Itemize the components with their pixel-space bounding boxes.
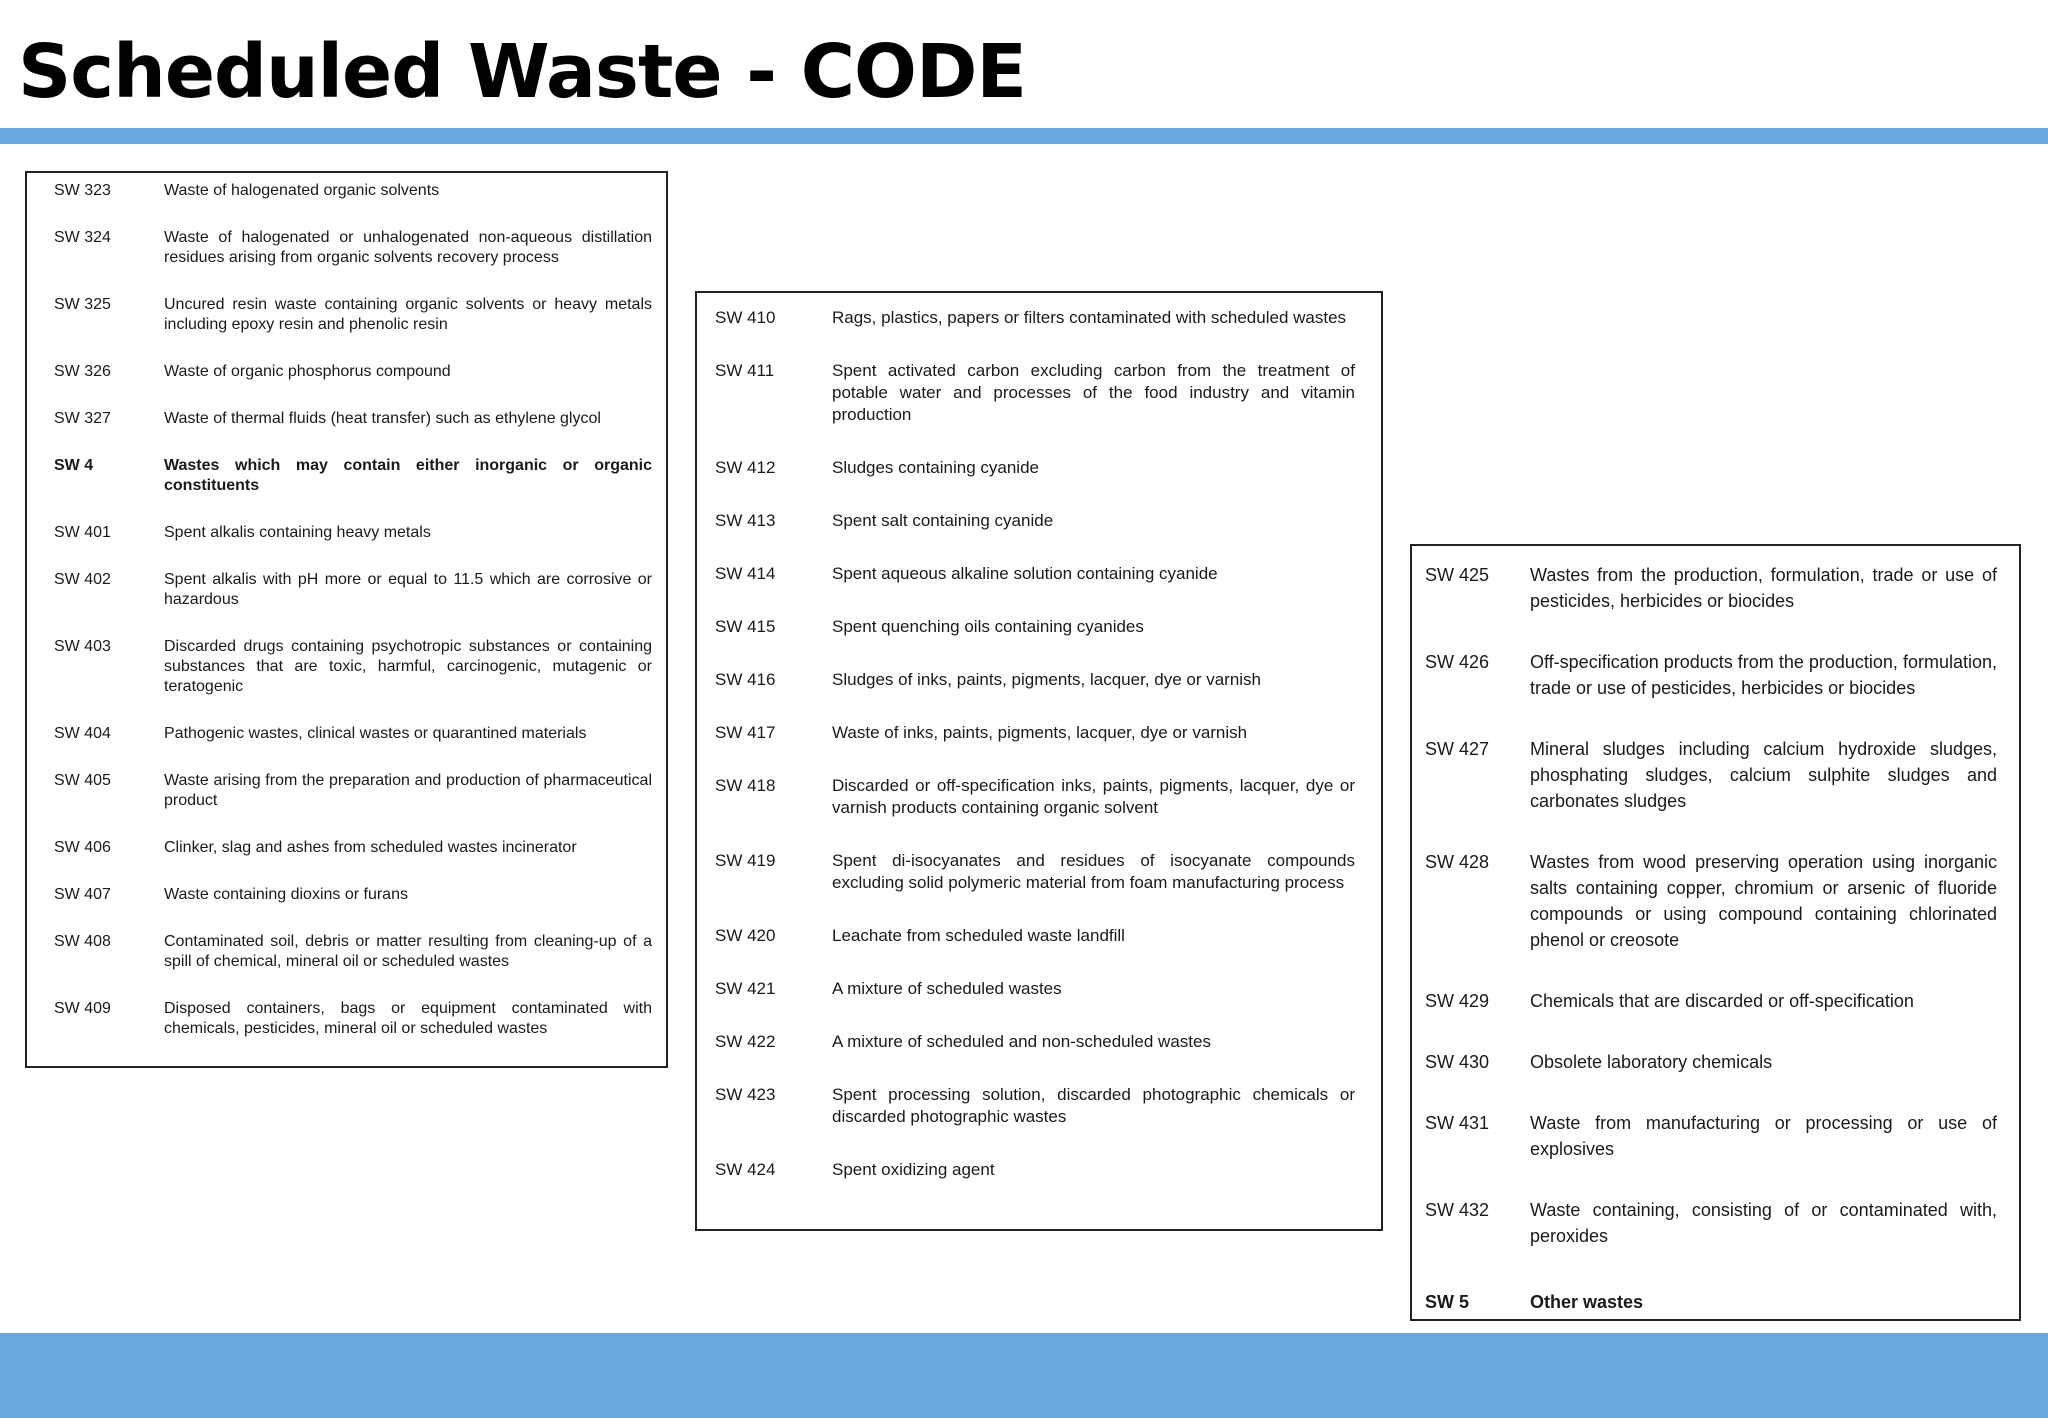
waste-code-row <box>54 999 652 1039</box>
waste-code-row <box>54 932 652 972</box>
waste-code: SW 402 <box>54 571 111 588</box>
waste-description: Spent salt containing cyanide <box>832 511 1054 530</box>
category-heading-row <box>1425 1289 1997 1315</box>
waste-description: Pathogenic wastes, clinical wastes or quarantined materials <box>164 725 587 742</box>
waste-code: SW 431 <box>1425 1113 1490 1133</box>
waste-code: SW 429 <box>1425 991 1490 1011</box>
waste-code-row <box>1425 562 1997 614</box>
waste-code-row <box>54 724 652 744</box>
waste-code: SW 408 <box>54 933 111 950</box>
waste-code: SW 326 <box>54 363 111 380</box>
waste-code: SW 406 <box>54 839 111 856</box>
header-accent-bar <box>0 128 2048 144</box>
waste-code: SW 423 <box>715 1085 776 1104</box>
waste-code: SW 327 <box>54 410 111 427</box>
waste-code: SW 323 <box>54 182 111 199</box>
waste-description: Rags, plastics, papers or filters contaminated with scheduled wastes <box>832 308 1347 327</box>
waste-code-row <box>715 360 1355 426</box>
waste-description: Other wastes <box>1530 1292 1644 1312</box>
page-title: Scheduled Waste - CODE <box>18 29 1026 115</box>
waste-description: Waste of halogenated organic solvents <box>164 182 440 199</box>
waste-code: SW 421 <box>715 979 776 998</box>
waste-description: A mixture of scheduled and non-scheduled wastes <box>832 1032 1211 1051</box>
waste-code-row <box>715 978 1355 1000</box>
waste-code: SW 417 <box>715 723 776 742</box>
waste-code-row <box>715 850 1355 894</box>
waste-code: SW 325 <box>54 296 111 313</box>
code-table-panel-1 <box>25 171 668 1068</box>
waste-description: Waste of thermal fluids (heat transfer) such as ethylene glycol <box>164 410 601 427</box>
waste-description: Spent alkalis containing heavy metals <box>164 524 431 541</box>
waste-code: SW 430 <box>1425 1052 1490 1072</box>
category-heading-row <box>54 456 652 496</box>
waste-description: Off-specification products from the production, formulation, trade or use of pesticides, herbicides or biocides <box>1530 652 1997 698</box>
waste-code-row <box>715 1031 1355 1053</box>
waste-description: Spent alkalis with pH more or equal to 11.5 which are corrosive or hazardous <box>164 571 652 608</box>
waste-description: Disposed containers, bags or equipment contaminated with chemicals, pesticides, mineral oil or scheduled wastes <box>164 1000 652 1037</box>
waste-code: SW 419 <box>715 851 776 870</box>
waste-code-row <box>1425 1197 1997 1249</box>
waste-description: Waste of inks, paints, pigments, lacquer, dye or varnish <box>832 723 1248 742</box>
waste-code-row <box>54 295 652 335</box>
waste-code: SW 404 <box>54 725 111 742</box>
waste-code: SW 414 <box>715 564 776 583</box>
code-table-panel-2 <box>695 291 1383 1231</box>
waste-code-row <box>54 771 652 811</box>
waste-code: SW 427 <box>1425 739 1490 759</box>
waste-description: Sludges containing cyanide <box>832 458 1039 477</box>
waste-description: Discarded drugs containing psychotropic substances or containing substances that are toxic, harmful, carcinogenic, mutagenic or teratogenic <box>164 638 652 695</box>
waste-description: Leachate from scheduled waste landfill <box>832 926 1125 945</box>
waste-code: SW 403 <box>54 638 111 655</box>
waste-code: SW 412 <box>715 458 776 477</box>
waste-description: Spent activated carbon excluding carbon from the treatment of potable water and processes of the food industry and vitamin production <box>832 361 1355 424</box>
waste-description: Waste of halogenated or unhalogenated non-aqueous distillation residues arising from organic solvents recovery process <box>164 229 652 266</box>
waste-code-row <box>715 722 1355 744</box>
waste-code-row <box>715 1159 1355 1181</box>
waste-description: Spent quenching oils containing cyanides <box>832 617 1144 636</box>
waste-description: Discarded or off-specification inks, paints, pigments, lacquer, dye or varnish products containing organic solvent <box>832 776 1355 817</box>
waste-code: SW 410 <box>715 308 776 327</box>
waste-description: Spent aqueous alkaline solution containing cyanide <box>832 564 1218 583</box>
waste-code: SW 422 <box>715 1032 776 1051</box>
waste-code-row <box>715 775 1355 819</box>
waste-description: A mixture of scheduled wastes <box>832 979 1062 998</box>
waste-code: SW 420 <box>715 926 776 945</box>
code-table-panel-3 <box>1410 544 2021 1321</box>
waste-code: SW 405 <box>54 772 111 789</box>
waste-code-row <box>1425 1110 1997 1162</box>
waste-code-row <box>715 510 1355 532</box>
waste-code: SW 324 <box>54 229 111 246</box>
waste-description: Clinker, slag and ashes from scheduled wastes incinerator <box>164 839 577 856</box>
waste-code: SW 432 <box>1425 1200 1490 1220</box>
waste-code: SW 426 <box>1425 652 1490 672</box>
waste-code-row <box>715 616 1355 638</box>
waste-code-row <box>715 669 1355 691</box>
waste-code: SW 416 <box>715 670 776 689</box>
waste-code-row <box>715 457 1355 479</box>
waste-description: Waste from manufacturing or processing or use of explosives <box>1530 1113 1997 1159</box>
footer-accent-bar <box>0 1333 2048 1418</box>
waste-code: SW 411 <box>715 361 775 380</box>
waste-code-row <box>715 307 1355 329</box>
waste-code-row <box>1425 849 1997 953</box>
waste-code-row <box>715 563 1355 585</box>
waste-code: SW 428 <box>1425 852 1490 872</box>
waste-description: Waste of organic phosphorus compound <box>164 363 451 380</box>
waste-code-row <box>54 228 652 268</box>
waste-code: SW 407 <box>54 886 111 903</box>
waste-description: Wastes which may contain either inorganic or organic constituents <box>164 457 652 494</box>
waste-code-row <box>54 838 652 858</box>
waste-description: Wastes from the production, formulation, trade or use of pesticides, herbicides or biocides <box>1530 565 1997 611</box>
waste-code: SW 5 <box>1425 1292 1470 1312</box>
waste-code: SW 424 <box>715 1160 776 1179</box>
waste-description: Spent di-isocyanates and residues of isocyanate compounds excluding solid polymeric material from foam manufacturing process <box>832 851 1355 892</box>
waste-code-row <box>54 523 652 543</box>
waste-code: SW 4 <box>54 457 94 474</box>
waste-description: Spent oxidizing agent <box>832 1160 995 1179</box>
waste-description: Chemicals that are discarded or off-specification <box>1530 991 1914 1011</box>
waste-code: SW 415 <box>715 617 776 636</box>
waste-code-row <box>54 362 652 382</box>
waste-code-row <box>1425 649 1997 701</box>
waste-description: Waste arising from the preparation and production of pharmaceutical product <box>164 772 652 809</box>
waste-code-row <box>54 885 652 905</box>
waste-code-row <box>54 570 652 610</box>
waste-code: SW 409 <box>54 1000 111 1017</box>
waste-code-row <box>1425 736 1997 814</box>
waste-description: Wastes from wood preserving operation using inorganic salts containing copper, chromium or arsenic of fluoride compounds or using compound containing chlorinated phenol or creosote <box>1530 852 1997 950</box>
waste-description: Obsolete laboratory chemicals <box>1530 1052 1773 1072</box>
waste-code-row <box>1425 988 1997 1014</box>
waste-code: SW 418 <box>715 776 776 795</box>
waste-description: Contaminated soil, debris or matter resulting from cleaning-up of a spill of chemical, mineral oil or scheduled wastes <box>164 933 652 970</box>
waste-code: SW 425 <box>1425 565 1490 585</box>
waste-description: Spent processing solution, discarded photographic chemicals or discarded photographic wastes <box>832 1085 1355 1126</box>
waste-code-row <box>715 925 1355 947</box>
waste-code-row <box>54 637 652 697</box>
waste-description: Sludges of inks, paints, pigments, lacquer, dye or varnish <box>832 670 1262 689</box>
waste-code: SW 413 <box>715 511 776 530</box>
waste-code: SW 401 <box>54 524 111 541</box>
waste-description: Waste containing, consisting of or contaminated with, peroxides <box>1530 1200 1997 1246</box>
waste-code-row <box>1425 1049 1997 1075</box>
waste-description: Mineral sludges including calcium hydroxide sludges, phosphating sludges, calcium sulphite sludges and carbonates sludges <box>1530 739 1997 811</box>
waste-code-row <box>715 1084 1355 1128</box>
waste-description: Uncured resin waste containing organic solvents or heavy metals including epoxy resin and phenolic resin <box>164 296 652 333</box>
waste-code-row <box>54 409 652 429</box>
waste-code-row <box>54 181 652 201</box>
waste-description: Waste containing dioxins or furans <box>164 886 408 903</box>
